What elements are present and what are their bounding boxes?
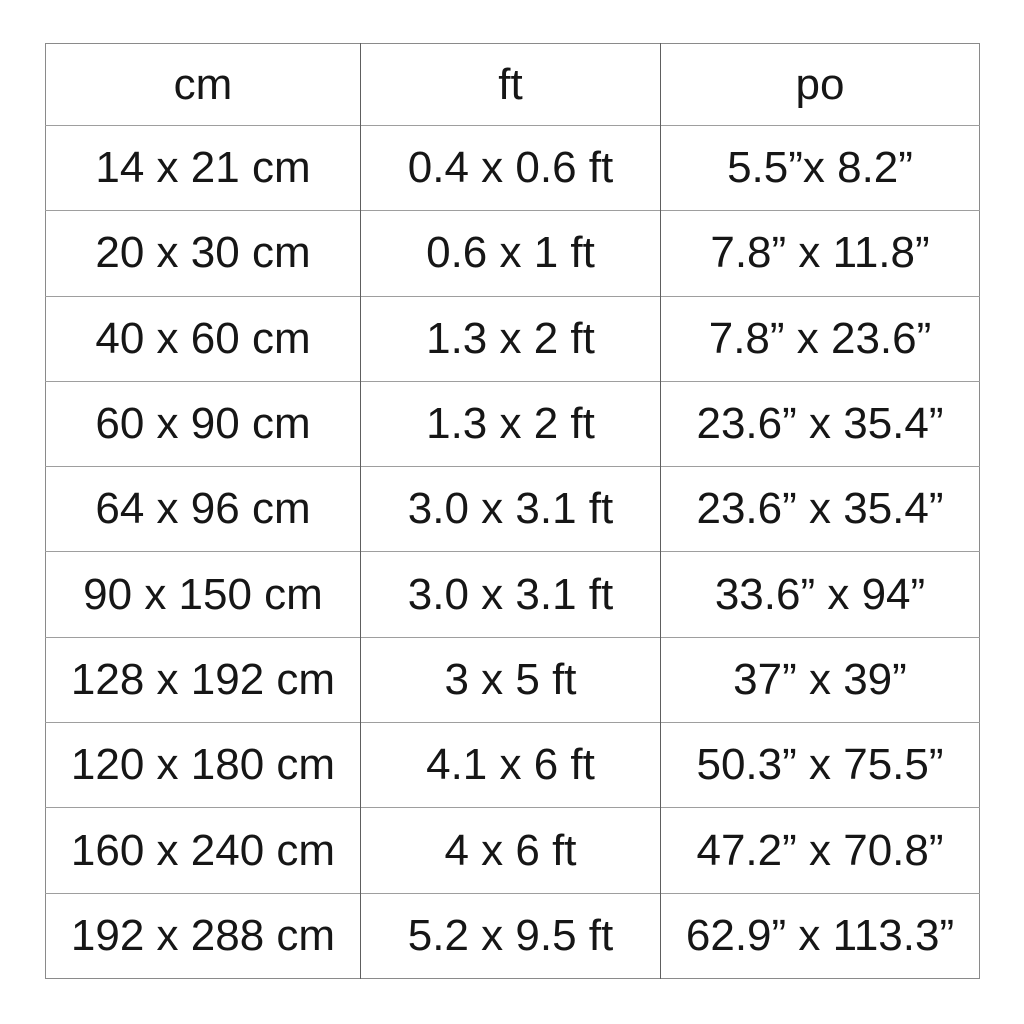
table-row	[46, 552, 980, 637]
cell-cm: 90 x 150 cm	[46, 552, 361, 637]
cell-cm: 40 x 60 cm	[46, 296, 361, 381]
table-row	[46, 723, 980, 808]
cell-cm: 120 x 180 cm	[46, 723, 361, 808]
cell-ft: 3.0 x 3.1 ft	[361, 552, 661, 637]
table-row	[46, 381, 980, 466]
column-header-cm: cm	[173, 59, 233, 109]
cell-cm: 14 x 21 cm	[46, 126, 361, 211]
cell-cm: 128 x 192 cm	[46, 637, 361, 722]
cell-po: 5.5”x 8.2”	[661, 126, 980, 211]
cell-po: 7.8” x 11.8”	[661, 211, 980, 296]
cell-ft: 1.3 x 2 ft	[361, 381, 661, 466]
cell-po: 37” x 39”	[661, 637, 980, 722]
cell-po: 23.6” x 35.4”	[661, 381, 980, 466]
cell-cm: 192 x 288 cm	[46, 893, 361, 978]
table-row	[46, 893, 980, 978]
table-row	[46, 808, 980, 893]
column-header-ft: ft	[361, 44, 661, 126]
cell-ft: 1.3 x 2 ft	[361, 296, 661, 381]
cell-po: 47.2” x 70.8”	[661, 808, 980, 893]
size-conversion-table	[45, 43, 980, 979]
cell-ft: 3.0 x 3.1 ft	[361, 467, 661, 552]
table-row	[46, 126, 980, 211]
cell-ft: 4 x 6 ft	[361, 808, 661, 893]
cell-cm: 160 x 240 cm	[46, 808, 361, 893]
table-row	[46, 211, 980, 296]
cell-po: 50.3” x 75.5”	[661, 723, 980, 808]
cell-ft: 3 x 5 ft	[361, 637, 661, 722]
table-row	[46, 637, 980, 722]
cell-po: 7.8” x 23.6”	[661, 296, 980, 381]
table-row	[46, 296, 980, 381]
cell-ft: 0.6 x 1 ft	[361, 211, 661, 296]
cell-cm: 60 x 90 cm	[46, 381, 361, 466]
table-row	[46, 467, 980, 552]
column-header-po: po	[661, 44, 980, 126]
header-row	[46, 44, 980, 126]
cell-ft: 5.2 x 9.5 ft	[361, 893, 661, 978]
size-conversion-table-container	[45, 43, 980, 979]
cell-cm: 64 x 96 cm	[46, 467, 361, 552]
cell-ft: 4.1 x 6 ft	[361, 723, 661, 808]
cell-cm: 20 x 30 cm	[46, 211, 361, 296]
cell-po: 62.9” x 113.3”	[661, 893, 980, 978]
cell-po: 23.6” x 35.4”	[661, 467, 980, 552]
cell-ft: 0.4 x 0.6 ft	[361, 126, 661, 211]
cell-po: 33.6” x 94”	[661, 552, 980, 637]
